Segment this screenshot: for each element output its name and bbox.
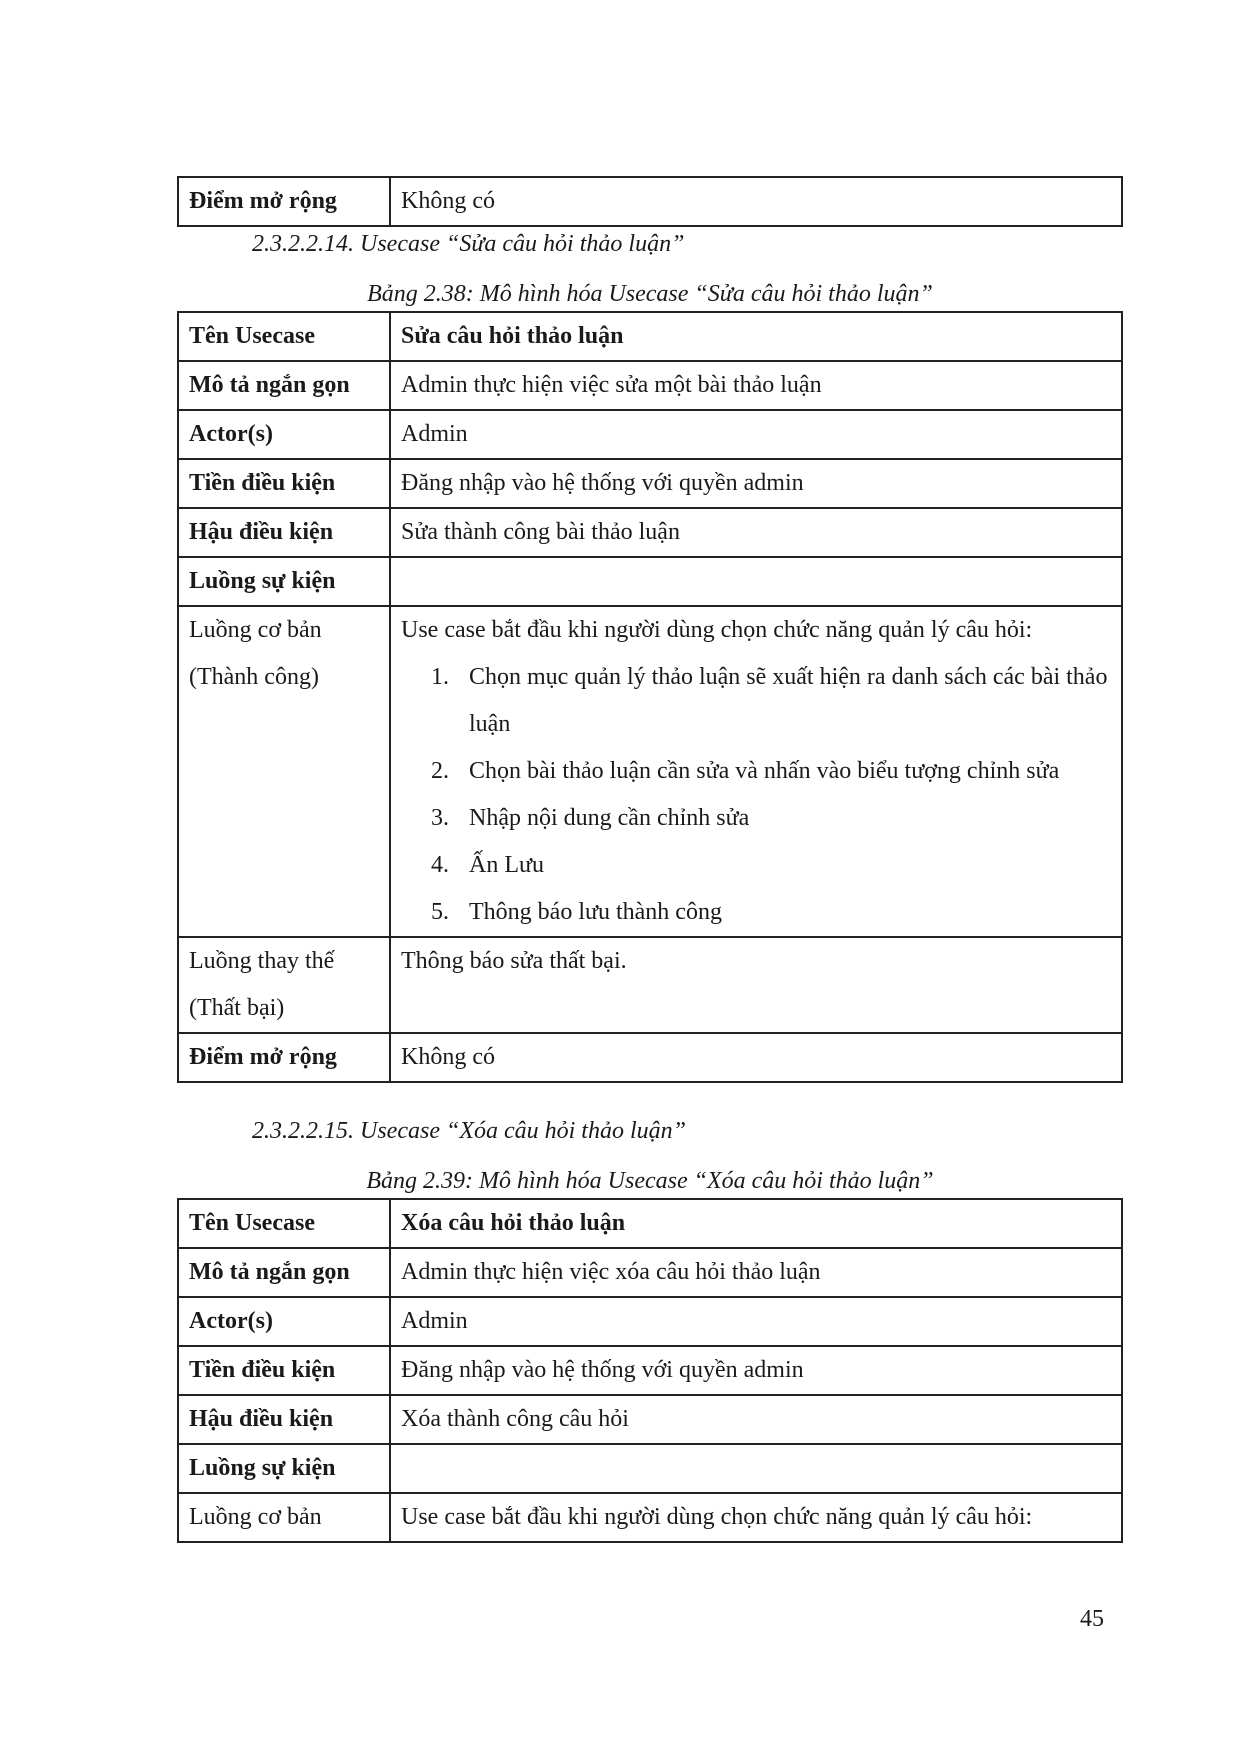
alt-flow-value: Thông báo sửa thất bại. (390, 937, 1122, 1033)
basic-flow-label (178, 606, 390, 937)
continuation-table (177, 176, 1123, 227)
page-number: 45 (1080, 1606, 1104, 1632)
actor-label: Actor(s) (178, 1297, 390, 1346)
section-heading-edit: 2.3.2.2.14. Usecase “Sửa câu hỏi thảo luận” (252, 231, 685, 257)
description-value: Admin thực hiện việc sửa một bài thảo luận (390, 361, 1122, 410)
actor-label: Actor(s) (178, 410, 390, 459)
list-item: 1. Chọn mục quản lý thảo luận sẽ xuất hiện ra danh sách các bài thảo luận (431, 664, 1108, 737)
usecase-name-label: Tên Usecase (178, 1199, 390, 1248)
alt-flow-label-line1: Luồng thay thế (189, 948, 335, 974)
table-caption-delete: Bảng 2.39: Mô hình hóa Usecase “Xóa câu hỏi thảo luận” (366, 1168, 934, 1194)
list-item: 4. Ấn Lưu (431, 852, 544, 878)
basic-flow-label-line1: Luồng cơ bản (189, 617, 322, 643)
section-heading-delete: 2.3.2.2.15. Usecase “Xóa câu hỏi thảo luận” (252, 1118, 686, 1144)
description-label: Mô tả ngắn gọn (178, 1248, 390, 1297)
postcondition-label: Hậu điều kiện (178, 1395, 390, 1444)
precondition-label: Tiền điều kiện (178, 459, 390, 508)
extension-point-label: Điểm mở rộng (178, 1033, 390, 1082)
actor-value: Admin (390, 1297, 1122, 1346)
postcondition-value: Sửa thành công bài thảo luận (390, 508, 1122, 557)
postcondition-value: Xóa thành công câu hỏi (390, 1395, 1122, 1444)
extension-point-label: Điểm mở rộng (178, 177, 390, 226)
usecase-table-edit (177, 311, 1123, 1083)
description-value: Admin thực hiện việc xóa câu hỏi thảo luận (390, 1248, 1122, 1297)
basic-flow-label-line2: (Thành công) (189, 664, 319, 690)
basic-flow-intro: Use case bắt đầu khi người dùng chọn chức năng quản lý câu hỏi: (390, 1493, 1122, 1542)
basic-flow-value (390, 606, 1122, 937)
event-flow-value (390, 557, 1122, 606)
basic-flow-steps (401, 654, 1111, 936)
usecase-name-label: Tên Usecase (178, 312, 390, 361)
precondition-label: Tiền điều kiện (178, 1346, 390, 1395)
extension-point-value: Không có (390, 1033, 1122, 1082)
basic-flow-label: Luồng cơ bản (178, 1493, 390, 1542)
extension-point-value: Không có (390, 177, 1122, 226)
event-flow-label: Luồng sự kiện (178, 1444, 390, 1493)
list-item: 3. Nhập nội dung cần chỉnh sửa (431, 805, 750, 831)
list-item: 2. Chọn bài thảo luận cần sửa và nhấn vào biểu tượng chỉnh sửa (431, 758, 1060, 784)
usecase-name-value: Xóa câu hỏi thảo luận (390, 1199, 1122, 1248)
event-flow-label: Luồng sự kiện (178, 557, 390, 606)
actor-value: Admin (390, 410, 1122, 459)
description-label: Mô tả ngắn gọn (178, 361, 390, 410)
precondition-value: Đăng nhập vào hệ thống với quyền admin (390, 1346, 1122, 1395)
usecase-table-delete (177, 1198, 1123, 1543)
event-flow-value (390, 1444, 1122, 1493)
basic-flow-intro: Use case bắt đầu khi người dùng chọn chức năng quản lý câu hỏi: (401, 617, 1033, 643)
precondition-value: Đăng nhập vào hệ thống với quyền admin (390, 459, 1122, 508)
list-item: 5. Thông báo lưu thành công (431, 899, 722, 925)
usecase-name-value: Sửa câu hỏi thảo luận (390, 312, 1122, 361)
alt-flow-label-line2: (Thất bại) (189, 995, 285, 1021)
postcondition-label: Hậu điều kiện (178, 508, 390, 557)
alt-flow-label (178, 937, 390, 1033)
table-caption-edit: Bảng 2.38: Mô hình hóa Usecase “Sửa câu hỏi thảo luận” (367, 281, 933, 307)
